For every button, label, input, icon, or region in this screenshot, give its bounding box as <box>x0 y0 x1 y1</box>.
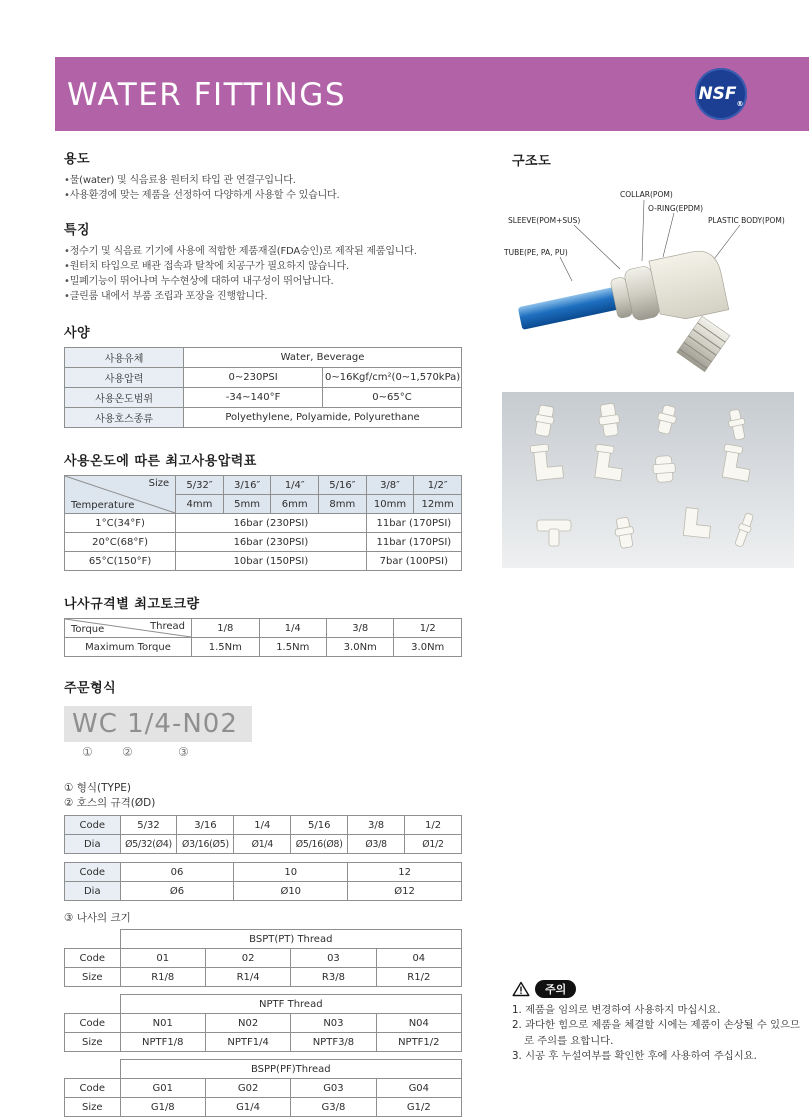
section-order <box>64 677 462 1117</box>
code-row-label: Code <box>65 1079 121 1098</box>
size-mm: 5mm <box>223 495 271 514</box>
usage-bullets <box>64 173 462 203</box>
warning-item: 2. 과다한 힘으로 제품을 체결할 시에는 제품이 손상될 수 있으므로 주의를 요합니다. <box>512 1019 800 1047</box>
structure-heading: 구조도 <box>512 154 552 169</box>
page-title: WATER FITTINGS <box>67 77 347 113</box>
spec-value: 0~230PSI <box>184 368 323 388</box>
tube-label: TUBE(PE, PA, PU) <box>504 248 568 257</box>
bspp-thread-table <box>64 1059 462 1117</box>
empty-cell <box>65 995 121 1014</box>
order-note-type: ① 형식(TYPE) <box>64 782 132 794</box>
size-mm: 6mm <box>271 495 319 514</box>
torque-value: 3.0Nm <box>394 638 462 657</box>
features-bullets <box>64 244 462 304</box>
table-row <box>65 619 462 638</box>
collar-label: COLLAR(POM) <box>620 190 673 199</box>
size-inch: 5/16″ <box>319 476 367 495</box>
thread-code: G03 <box>291 1079 376 1098</box>
table-row <box>65 476 462 495</box>
table-row <box>65 882 462 901</box>
section-pressure <box>64 450 462 571</box>
temperature-label: 65°C(150°F) <box>65 552 176 571</box>
pressure-value: 16bar (230PSI) <box>176 514 367 533</box>
thread-size: 3/8 <box>327 619 394 638</box>
sleeve-label: SLEEVE(POM+SUS) <box>508 216 581 225</box>
tube-leader-line <box>560 257 572 281</box>
thread-size-value: NPTF1/8 <box>120 1033 205 1052</box>
thread-code: 04 <box>376 949 461 968</box>
right-column <box>502 150 794 568</box>
table-row <box>65 348 462 368</box>
thread-size-value: R1/4 <box>205 968 290 987</box>
thread-size-value: NPTF1/4 <box>205 1033 290 1052</box>
table-row <box>65 835 462 854</box>
thread-code: G04 <box>376 1079 461 1098</box>
left-column <box>64 148 462 1117</box>
plastic-body-label: PLASTIC BODY(POM) <box>708 216 785 225</box>
plastic-body-shape <box>649 247 729 324</box>
oring-label: O-RING(EPDM) <box>648 204 704 213</box>
table-row <box>65 816 462 835</box>
spec-value: Polyethylene, Polyamide, Polyurethane <box>184 408 462 428</box>
feature-bullet: • 밀폐기능이 뛰어나며 누수현상에 대하여 내구성이 뛰어납니다. <box>64 274 462 289</box>
order-markers <box>64 745 462 761</box>
thread-code: G01 <box>120 1079 205 1098</box>
pressure-value: 11bar (170PSI) <box>366 533 461 552</box>
warning-badge: 주의 <box>535 980 576 998</box>
size-inch: 5/32″ <box>176 476 224 495</box>
spec-label: 사용유체 <box>65 348 184 368</box>
usage-bullet: • 물(water) 및 식음료용 원터치 타입 관 연결구입니다. <box>64 173 462 188</box>
section-spec <box>64 322 462 428</box>
pressure-value: 11bar (170PSI) <box>366 514 461 533</box>
thread-size-value: G1/8 <box>120 1098 205 1117</box>
hose-code: 10 <box>234 863 348 882</box>
section-torque <box>64 593 462 657</box>
thread-size-value: NPTF3/8 <box>291 1033 376 1052</box>
table-row <box>65 949 462 968</box>
thread-size-value: G1/4 <box>205 1098 290 1117</box>
spec-label: 사용압력 <box>65 368 184 388</box>
thread-code: G02 <box>205 1079 290 1098</box>
thread-code: N04 <box>376 1014 461 1033</box>
spec-value: Water, Beverage <box>184 348 462 368</box>
size-row-label: Size <box>65 1033 121 1052</box>
thread-size: 1/4 <box>259 619 326 638</box>
pressure-value: 10bar (150PSI) <box>176 552 367 571</box>
thread-size: 1/8 <box>192 619 259 638</box>
hose-code: 06 <box>120 863 234 882</box>
thread-size-value: R1/2 <box>376 968 461 987</box>
marker-3: ③ <box>178 745 189 759</box>
table-row <box>65 1060 462 1079</box>
marker-2: ② <box>122 745 133 759</box>
code-row-label: Code <box>65 816 121 835</box>
spec-value: -34~140°F <box>184 388 323 408</box>
spec-label: 사용온도범위 <box>65 388 184 408</box>
thread-code: N01 <box>120 1014 205 1033</box>
collar-leader-line <box>642 200 644 261</box>
feature-bullet: • 정수기 및 식음료 기기에 사용에 적합한 제품재질(FDA승인)로 제작된 제품입니다. <box>64 244 462 259</box>
table-row <box>65 533 462 552</box>
spec-label: 사용호스종류 <box>65 408 184 428</box>
section-usage <box>64 148 462 203</box>
empty-cell <box>65 1060 121 1079</box>
hose-dia: Ø1/2 <box>405 835 462 854</box>
thread-code: N03 <box>291 1014 376 1033</box>
thread-size: 1/2 <box>394 619 462 638</box>
hose-code: 5/16 <box>291 816 348 835</box>
thread-table-title: NPTF Thread <box>120 995 461 1014</box>
order-code: WC 1/4-N02 <box>64 706 252 742</box>
warning-triangle-icon <box>512 981 530 997</box>
warning-items <box>512 1003 800 1065</box>
thread-size-value: R3/8 <box>291 968 376 987</box>
size-inch: 3/8″ <box>366 476 414 495</box>
corner-temperature-label: Temperature <box>71 500 135 511</box>
table-row <box>65 638 462 657</box>
table-row <box>65 968 462 987</box>
hose-dia: Ø5/16(Ø8) <box>291 835 348 854</box>
usage-heading: 용도 <box>64 152 91 167</box>
nsf-text: NSF <box>698 84 737 104</box>
table-row <box>65 1079 462 1098</box>
code-row-label: Code <box>65 949 121 968</box>
spec-value: 0~16Kgf/cm²(0~1,570kPa) <box>323 368 462 388</box>
pressure-table <box>64 475 462 571</box>
thread-table-title: BSPP(PF)Thread <box>120 1060 461 1079</box>
spec-value: 0~65°C <box>323 388 462 408</box>
structure-diagram <box>502 175 794 375</box>
hose-dia: Ø3/16(Ø5) <box>177 835 234 854</box>
warning-header <box>512 980 800 998</box>
registered-mark: ® <box>736 100 744 108</box>
torque-value: 1.5Nm <box>192 638 259 657</box>
bspt-thread-table <box>64 929 462 987</box>
size-inch: 3/16″ <box>223 476 271 495</box>
empty-cell <box>65 930 121 949</box>
sleeve-leader-line <box>574 225 620 269</box>
table-row <box>65 408 462 428</box>
torque-value: 1.5Nm <box>259 638 326 657</box>
hose-code: 1/4 <box>234 816 291 835</box>
torque-table <box>64 618 462 657</box>
table-row <box>65 388 462 408</box>
size-row-label: Size <box>65 1098 121 1117</box>
hose-code: 3/16 <box>177 816 234 835</box>
feature-bullet: • 원터치 타입으로 배관 접속과 탈착에 치공구가 필요하지 않습니다. <box>64 259 462 274</box>
table-row <box>65 995 462 1014</box>
marker-1: ① <box>82 745 93 759</box>
hose-dia: Ø1/4 <box>234 835 291 854</box>
size-mm: 8mm <box>319 495 367 514</box>
nptf-thread-table <box>64 994 462 1052</box>
hose-dia: Ø10 <box>234 882 348 901</box>
thread-torque-corner <box>65 619 192 638</box>
warning-note <box>512 980 800 1065</box>
header-banner <box>55 57 809 131</box>
size-mm: 10mm <box>366 495 414 514</box>
thread-code: 03 <box>291 949 376 968</box>
corner-thread-label: Thread <box>150 621 186 632</box>
thread-table-title: BSPT(PT) Thread <box>120 930 461 949</box>
section-features <box>64 219 462 304</box>
feature-bullet: • 클린룸 내에서 부품 조립과 포장을 진행합니다. <box>64 289 462 304</box>
thread-size-value: G3/8 <box>291 1098 376 1117</box>
hose-dia: Ø6 <box>120 882 234 901</box>
hose-dia: Ø3/8 <box>348 835 405 854</box>
hose-code: 12 <box>348 863 462 882</box>
table-row <box>65 514 462 533</box>
spec-table <box>64 347 462 428</box>
corner-size-label: Size <box>148 478 170 489</box>
thread-size-value: R1/8 <box>120 968 205 987</box>
features-heading: 특징 <box>64 223 91 238</box>
table-row <box>65 552 462 571</box>
threaded-end <box>677 316 730 372</box>
dia-row-label: Dia <box>65 835 121 854</box>
pressure-heading: 사용온도에 따른 최고사용압력표 <box>64 454 257 469</box>
warning-item: 1. 제품을 임의로 변경하여 사용하지 마십시요. <box>512 1004 721 1016</box>
code-row-label: Code <box>65 863 121 882</box>
order-note-hose: ② 호스의 규격(ØD) <box>64 797 156 810</box>
dia-row-label: Dia <box>65 882 121 901</box>
temperature-label: 20°C(68°F) <box>65 533 176 552</box>
code-row-label: Code <box>65 1014 121 1033</box>
hose-dia: Ø5/32(Ø4) <box>120 835 177 854</box>
thread-size-value: NPTF1/2 <box>376 1033 461 1052</box>
hose-dia: Ø12 <box>348 882 462 901</box>
torque-value: 3.0Nm <box>327 638 394 657</box>
torque-heading: 나사규격별 최고토크량 <box>64 597 200 612</box>
hose-code: 1/2 <box>405 816 462 835</box>
table-row <box>65 930 462 949</box>
hose-inch-table <box>64 815 462 854</box>
size-row-label: Size <box>65 968 121 987</box>
spec-heading: 사양 <box>64 326 91 341</box>
torque-row-label: Maximum Torque <box>65 638 192 657</box>
size-mm: 4mm <box>176 495 224 514</box>
usage-bullet: • 사용환경에 맞는 제품을 선정하여 다양하게 사용할 수 있습니다. <box>64 188 462 203</box>
product-photo <box>502 392 794 568</box>
table-row <box>65 1014 462 1033</box>
size-inch: 1/2″ <box>414 476 462 495</box>
warning-item: 3. 시공 후 누설여부를 확인한 후에 사용하여 주십시요. <box>512 1050 757 1063</box>
order-notes <box>64 781 462 811</box>
hose-mm-table <box>64 862 462 901</box>
hose-code: 3/8 <box>348 816 405 835</box>
table-row <box>65 368 462 388</box>
hose-code: 5/32 <box>120 816 177 835</box>
size-inch: 1/4″ <box>271 476 319 495</box>
order-note-thread: ③ 나사의 크기 <box>64 912 131 925</box>
corner-torque-label: Torque <box>71 624 105 635</box>
thread-code: N02 <box>205 1014 290 1033</box>
table-row <box>65 1098 462 1117</box>
nsf-logo <box>695 68 747 120</box>
thread-size-value: G1/2 <box>376 1098 461 1117</box>
thread-code: 02 <box>205 949 290 968</box>
size-mm: 12mm <box>414 495 462 514</box>
pressure-value: 7bar (100PSI) <box>366 552 461 571</box>
order-heading: 주문형식 <box>64 681 117 696</box>
table-row <box>65 863 462 882</box>
oring-leader-line <box>663 213 674 257</box>
pressure-value: 16bar (230PSI) <box>176 533 367 552</box>
thread-code: 01 <box>120 949 205 968</box>
temperature-label: 1°C(34°F) <box>65 514 176 533</box>
size-temperature-corner <box>65 476 176 514</box>
table-row <box>65 1033 462 1052</box>
